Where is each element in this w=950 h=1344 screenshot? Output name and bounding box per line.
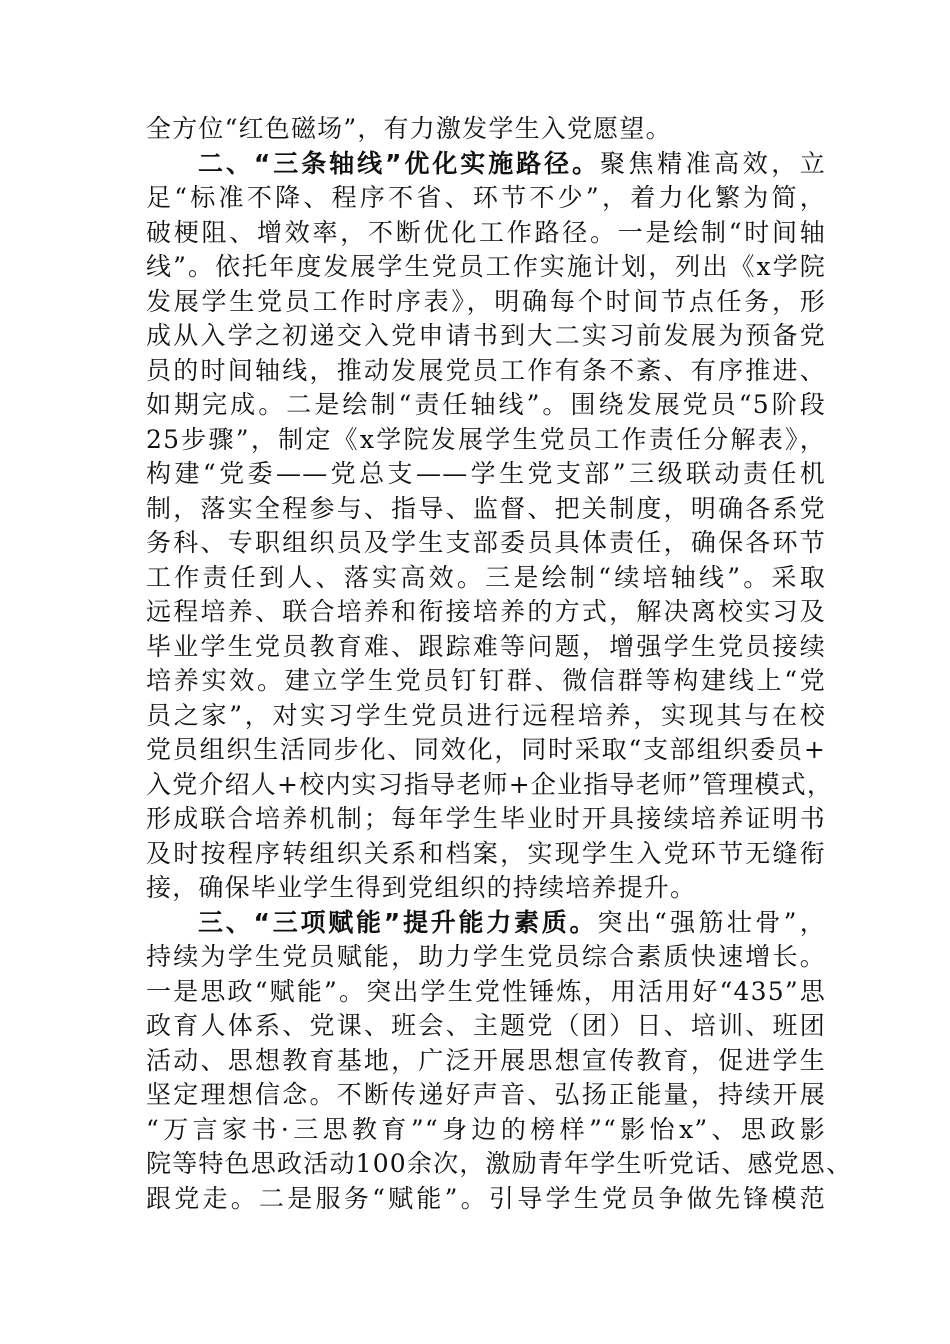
text-line (146, 216, 826, 251)
text-line (146, 319, 826, 354)
text-line (146, 1078, 826, 1113)
line-text: 发展学生党员工作时序表》，明确每个时间节点任务，形 (146, 286, 826, 316)
line-text: 破梗阻、增效率，不断优化工作路径。一是绘制“时间轴 (146, 217, 826, 247)
text-line (146, 1182, 826, 1217)
line-text: 成从入学之初递交入党申请书到大二实习前发展为预备党 (146, 321, 826, 350)
text-line (146, 457, 826, 492)
line-text: 工作责任到人、落实高效。三是绘制“续培轴线”。采取 (146, 562, 826, 592)
line-text: 坚定理想信念。不断传递好声音、弘扬正能量，持续开展 (146, 1080, 826, 1109)
text-line (146, 664, 826, 699)
line-text: 政育人体系、党课、班会、主题党（团）日、培训、班团 (146, 1011, 826, 1040)
line-text: “万言家书·三思教育”“身边的榜样”“影怡x”、思政影 (146, 1114, 826, 1144)
text-line (146, 526, 826, 561)
line-text: 培养实效。建立学生党员钉钉群、微信群等构建线上“党 (146, 666, 826, 695)
text-line (146, 802, 826, 837)
text-line (146, 181, 826, 216)
text-line (146, 768, 834, 803)
text-line (146, 837, 826, 872)
line-text: 接，确保毕业学生得到党组织的持续培养提升。 (146, 873, 697, 902)
text-line (146, 354, 826, 389)
text-line (146, 1009, 826, 1044)
text-line (146, 112, 826, 147)
section-heading-line (146, 147, 826, 182)
line-text: 入党介绍人+校内实习指导老师+企业指导老师”管理模式， (146, 769, 834, 799)
text-line (146, 940, 826, 975)
line-text: 院等特色思政活动100余次，激励青年学生听党话、感党恩、 (146, 1149, 853, 1178)
line-text: 突出“强筋壮骨”， (597, 907, 826, 937)
text-line (146, 285, 826, 320)
line-text: 构建“党委——党总支——学生党支部”三级联动责任机 (146, 459, 826, 488)
line-text: 员之家”，对实习学生党员进行远程培养，实现其与在校 (146, 700, 826, 730)
section-heading: 二、“三条轴线”优化实施路径。 (198, 148, 600, 178)
line-text: 一是思政“赋能”。突出学生党性锤炼，用活用好“435”思 (146, 976, 826, 1006)
text-line (146, 1044, 826, 1079)
text-line (146, 871, 826, 906)
section-heading-line (146, 906, 826, 941)
document-body (146, 112, 853, 1216)
line-text: 制，落实全程参与、指导、监督、把关制度，明确各系党 (146, 493, 826, 523)
line-text: 远程培养、联合培养和衔接培养的方式，解决离校实习及 (146, 597, 826, 626)
line-text: 聚焦精准高效，立 (600, 148, 826, 178)
line-text: 足“标准不降、程序不省、环节不少”，着力化繁为简， (146, 183, 826, 212)
line-text: 活动、思想教育基地，广泛开展思想宣传教育，促进学生 (146, 1045, 826, 1075)
text-line (146, 630, 826, 665)
text-line (146, 388, 826, 423)
line-text: 务科、专职组织员及学生支部委员具体责任，确保各环节 (146, 528, 826, 557)
text-line (146, 975, 826, 1010)
section-heading: 三、“三项赋能”提升能力素质。 (198, 907, 598, 937)
line-text: 党员组织生活同步化、同效化，同时采取“支部组织委员+ (146, 735, 826, 764)
text-line (146, 1113, 826, 1148)
line-text: 跟党走。二是服务“赋能”。引导学生党员争做先锋模范 (146, 1183, 826, 1213)
text-line (146, 423, 826, 458)
line-text: 如期完成。二是绘制“责任轴线”。围绕发展党员“5阶段 (146, 390, 826, 419)
line-text: 持续为学生党员赋能，助力学生党员综合素质快速增长。 (146, 942, 826, 971)
text-line (146, 699, 826, 734)
line-text: 25步骤”，制定《x学院发展学生党员工作责任分解表》， (146, 424, 826, 454)
line-text: 线”。依托年度发展学生党员工作实施计划，列出《x学院 (146, 252, 826, 281)
text-line (146, 561, 826, 596)
line-text: 毕业学生党员教育难、跟踪难等问题，增强学生党员接续 (146, 631, 826, 661)
text-line (146, 595, 826, 630)
line-text: 全方位“红色磁场”，有力激发学生入党愿望。 (146, 114, 672, 143)
line-text: 及时按程序转组织关系和档案，实现学生入党环节无缝衔 (146, 838, 826, 868)
text-line (146, 250, 826, 285)
line-text: 形成联合培养机制；每年学生毕业时开具接续培养证明书 (146, 804, 826, 833)
line-text: 员的时间轴线，推动发展党员工作有条不紊、有序推进、 (146, 355, 826, 385)
text-line (146, 1147, 853, 1182)
text-line (146, 492, 826, 527)
text-line (146, 733, 826, 768)
